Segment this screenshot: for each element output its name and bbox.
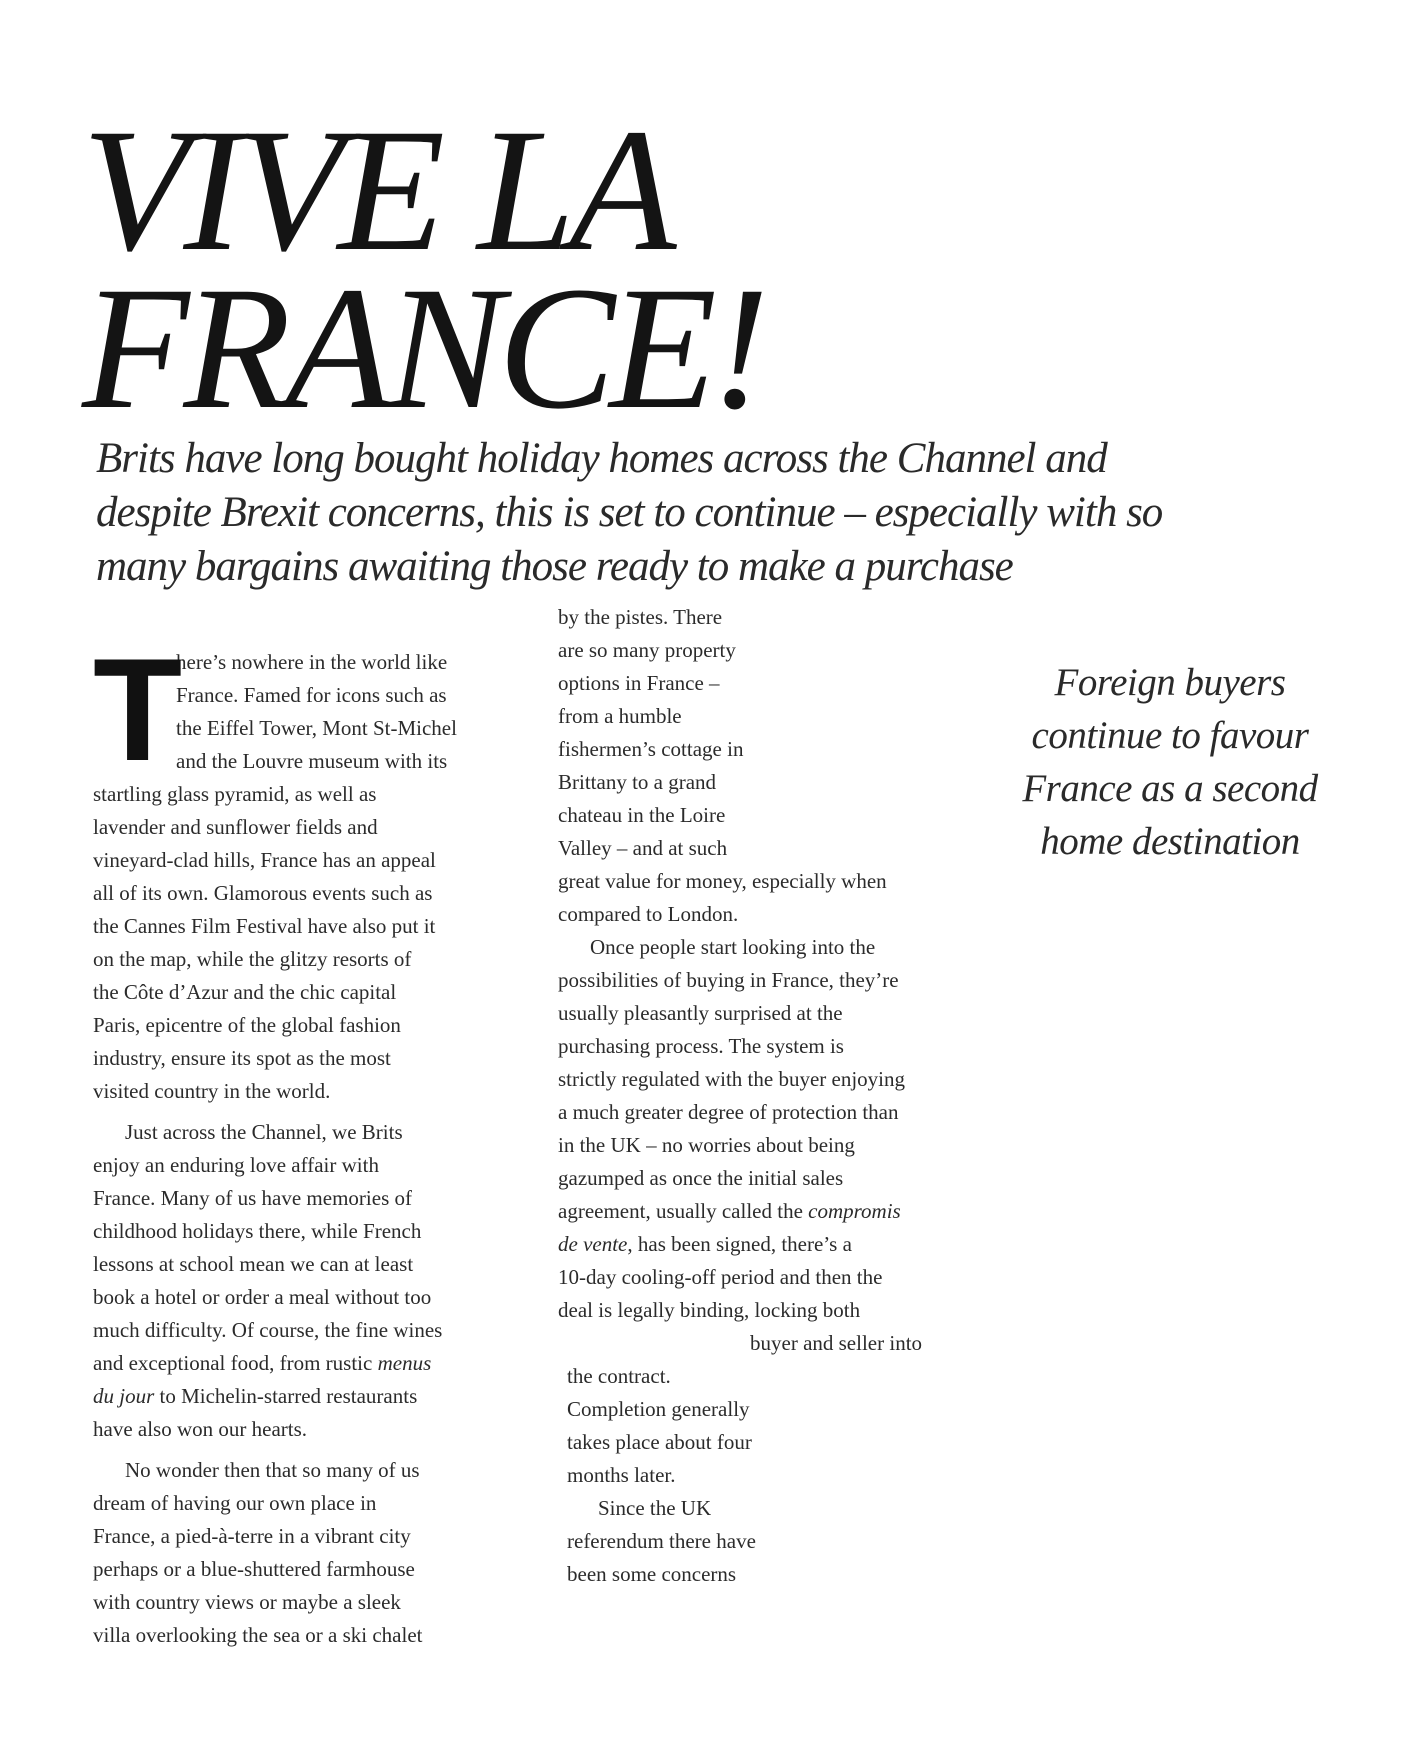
body-text: and exceptional food, from rustic [93,1351,378,1375]
body-line: lavender and sunflower fields and [93,815,378,839]
body-line: possibilities of buying in France, they’re [558,968,899,992]
body-line: vineyard-clad hills, France has an appeal [93,848,436,872]
body-line: chateau in the Loire [558,803,726,827]
standfirst-line: despite Brexit concerns, this is set to continue – especially with so [96,489,1163,536]
headline-line: FRANCE! [82,251,764,446]
body-line: are so many property [558,638,736,662]
body-line: with country views or maybe a sleek [93,1590,401,1614]
body-line: Paris, epicentre of the global fashion [93,1013,401,1037]
italic-term: menus [377,1351,432,1375]
body-line: Brittany to a grand [558,770,717,794]
body-line: a much greater degree of protection than [558,1100,899,1124]
body-line: the Cannes Film Festival have also put it [93,914,436,938]
body-line: enjoy an enduring love affair with [93,1153,379,1177]
pull-quote-line: France as a second [1022,767,1318,810]
body-line: from a humble [558,704,682,728]
body-line: visited country in the world. [93,1079,331,1103]
body-line: the contract. [567,1364,671,1388]
pull-quote-line: home destination [1040,820,1300,863]
body-line: Completion generally [567,1397,750,1421]
body-line: purchasing process. The system is [558,1034,844,1058]
body-line: Since the UK [598,1496,712,1520]
body-line: lessons at school mean we can at least [93,1252,414,1276]
body-line: takes place about four [567,1430,752,1454]
body-text: agreement, usually called the [558,1199,809,1223]
body-line: France. Famed for icons such as [176,683,447,707]
standfirst-line: many bargains awaiting those ready to make a purchase [96,543,1013,590]
body-line [558,1195,988,1228]
body-line: book a hotel or order a meal without too [93,1285,432,1309]
body-line: startling glass pyramid, as well as [93,782,377,806]
body-line: Just across the Channel, we Brits [125,1120,403,1144]
body-line: referendum there have [567,1529,756,1553]
body-line: options in France – [558,671,720,695]
headline-line: VIVE LA [82,93,671,288]
body-text: , has been signed, there’s a [627,1232,852,1256]
body-line: strictly regulated with the buyer enjoying [558,1067,905,1091]
headline [82,93,764,446]
pull-quote-line: Foreign buyers [1054,661,1286,704]
body-line: industry, ensure its spot as the most [93,1046,391,1070]
body-line: months later. [567,1463,676,1487]
body-line: 10-day cooling-off period and then the [558,1265,883,1289]
body-line: usually pleasantly surprised at the [558,1001,843,1025]
pull-quote-line: continue to favour [1031,714,1309,757]
body-line: childhood holidays there, while French [93,1219,422,1243]
body-line: in the UK – no worries about being [558,1133,855,1157]
body-line: No wonder then that so many of us [125,1458,420,1482]
body-line: gazumped as once the initial sales [558,1166,844,1190]
body-line: perhaps or a blue-shuttered farmhouse [93,1557,415,1581]
body-line: the Côte d’Azur and the chic capital [93,980,397,1004]
body-line: dream of having our own place in [93,1491,377,1515]
italic-term: de vente [558,1232,628,1256]
standfirst [96,432,1336,594]
pull-quote [1000,656,1340,868]
italic-term: du jour [93,1384,155,1408]
body-line: all of its own. Glamorous events such as [93,881,433,905]
standfirst-line: Brits have long bought holiday homes across the Channel and [96,435,1107,482]
body-line [558,1228,988,1261]
body-column-1 [93,628,533,1652]
body-line [93,1347,533,1380]
body-line: here’s nowhere in the world like [176,650,448,674]
body-line: Valley – and at such [558,836,728,860]
body-line: buyer and seller into [750,1331,923,1355]
body-line: been some concerns [567,1562,737,1586]
body-line [93,1380,533,1413]
body-line: France. Many of us have memories of [93,1186,412,1210]
body-line: France, a pied-à-terre in a vibrant city [93,1524,411,1548]
body-line: Once people start looking into the [590,935,876,959]
body-text: to Michelin-starred restaurants [154,1384,418,1408]
body-line: and the Louvre museum with its [176,749,448,773]
body-line: deal is legally binding, locking both [558,1298,861,1322]
drop-cap: T [93,628,183,791]
body-line: on the map, while the glitzy resorts of [93,947,412,971]
body-column-2 [558,601,988,1591]
body-line: fishermen’s cottage in [558,737,744,761]
body-line: great value for money, especially when [558,869,887,893]
italic-term: compromis [808,1199,901,1223]
body-line: much difficulty. Of course, the fine wines [93,1318,443,1342]
body-line: the Eiffel Tower, Mont St-Michel [176,716,457,740]
body-line: have also won our hearts. [93,1417,308,1441]
body-line: compared to London. [558,902,739,926]
body-line: villa overlooking the sea or a ski chalet [93,1623,423,1647]
body-line: by the pistes. There [558,605,723,629]
